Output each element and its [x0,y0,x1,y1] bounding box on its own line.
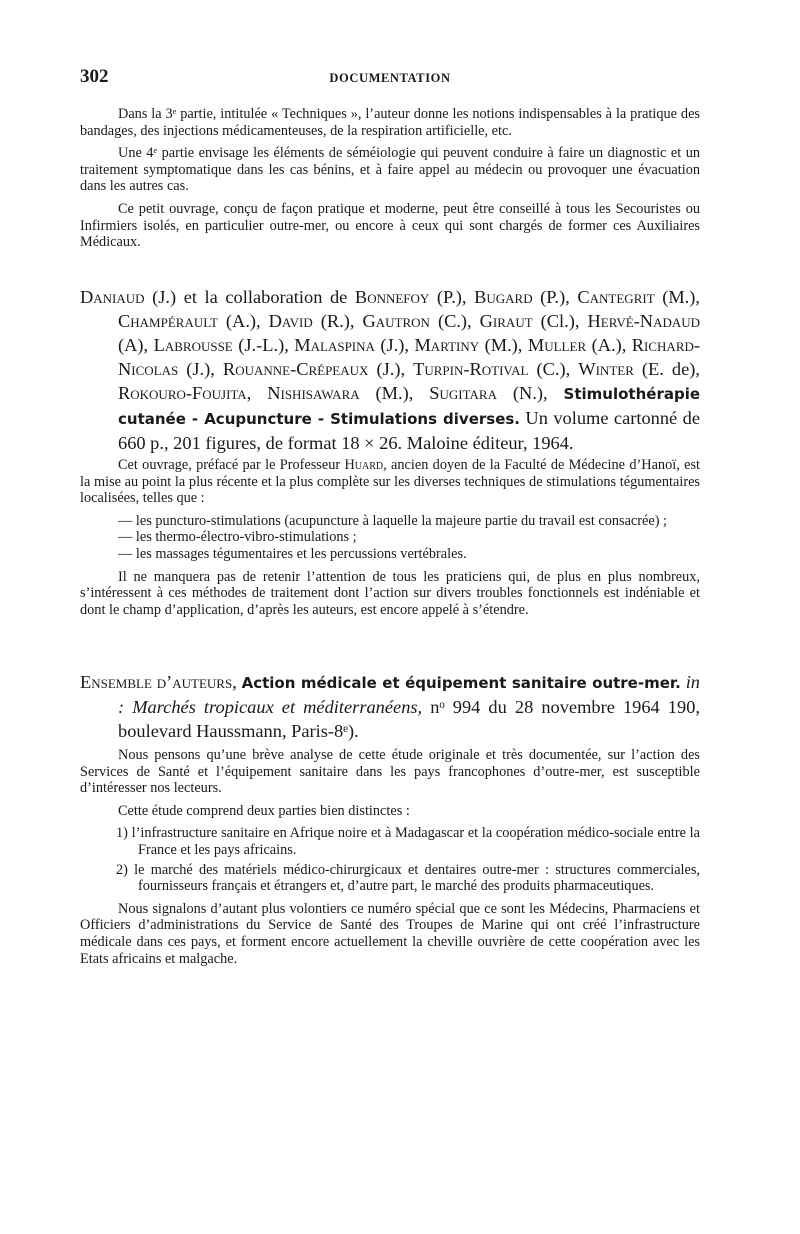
text: (C.), [429,311,480,331]
author-name: Malaspina [294,335,375,355]
book-title: Stimulothérapie cutanée - Acupuncture - Stimulations diverses. [118,385,701,428]
text: (A), [118,335,154,355]
text: (A.), [217,311,269,331]
author-name: Sugitara [429,383,497,403]
reference-citation [80,285,700,455]
author-name: David [268,311,313,331]
author-name: Giraut [479,311,533,331]
author-name: Rokouro-Foujita [118,383,247,403]
list-item: — les thermo-électro-vibro-stimulations ; [80,529,700,546]
page-number: 302 [80,66,109,87]
article-title: Action médicale et équipement sanitaire outre-mer. [241,674,681,692]
review-body-2 [80,747,700,973]
paragraph: Ce petit ouvrage, conçu de façon pratique et moderne, peut être conseillé à tous les Secouristes ou Infirmiers isolés, en particulier outre-mer, ou encore à ceux qui sont chargés de former ces Auxiliaires Médicaux. [80,200,700,251]
paragraph: Cette étude comprend deux parties bien distinctes : [118,802,410,819]
text: , ancien doyen de la Faculté de Médecine d’Hanoï, est la mise au point la plus récente et la plus complète sur les diverses techniques de stimulations tégumentaires localisées, telles que : [80,457,700,507]
author-name: Muller [527,335,587,355]
author-name: Richard-Nicolas [118,335,701,379]
author-name: Labrousse [153,335,233,355]
text: (M.), [479,335,528,355]
text: , [232,672,242,692]
text: (J.) et la collaboration de [144,287,355,307]
paragraph: Une 4ᵉ partie envisage les éléments de séméiologie qui peuvent conduire à faire un diagnostic et un traitement symptomatique dans les cas bénins, et à faire appel au médecin ou provoquer une évacuation dans les autres cas. [80,145,700,195]
list-item: — les puncturo-stimulations (acupuncture à laquelle la majeure partie du travail est consacrée) ; [80,513,700,530]
author-name: Martiny [414,335,480,355]
parts-list [80,825,700,894]
bibliographic-entry-2 [80,670,700,743]
text: (A.), [586,335,632,355]
review-body-1 [80,457,700,624]
publication-details: Un volume cartonné de 660 p., 201 figures, de format 18 × 26. Maloine éditeur, 1964. [118,408,700,453]
text: (J.), [368,359,414,379]
author-name: Winter [578,359,634,379]
text: (C.), [528,359,579,379]
text: (J.), [178,359,223,379]
text: (J.-L.), [232,335,295,355]
list-item: 1) l’infrastructure sanitaire en Afrique noire et à Madagascar et la coopération médico-sociale entre la France et les pays africains. [116,825,700,858]
paragraph: Il ne manquera pas de retenir l’attention de tous les praticiens qui, de plus en plus nombreux, s’intéressent à ces méthodes de traitement dont l’action sur divers troubles fonctionnels est indéniable et dont le champ d’application, d’après les auteurs, est encore appelé à s’étendre. [80,568,700,618]
page-header [80,66,700,90]
bibliographic-entry-1 [80,285,700,455]
reference-citation [80,670,700,743]
list-item: — les massages tégumentaires et les percussions vertébrales. [80,546,700,563]
text: Cet ouvrage, préfacé par le Professeur [118,457,345,473]
author-name: Gautron [362,311,430,331]
author-name: Nishisawara [267,383,360,403]
author-name: Hervé-Nadaud [587,311,701,331]
text: (P.), [532,287,578,307]
author-name: Daniaud [80,287,145,307]
author-name: Bugard [474,287,533,307]
text: , [246,383,268,403]
author-name: Champérault [118,311,218,331]
journal-name: in : Marchés tropicaux et méditerranéens, [118,672,700,717]
list-item: 2) le marché des matériels médico-chirurgicaux et dentaires outre-mer : structures commerciales, fournisseurs français et étrangers et, d’autre part, le marché des produits pharmaceutiques. [116,861,700,895]
author-name: Cantegrit [577,287,655,307]
text: (M.), [654,287,701,307]
text: (M.), [359,383,430,403]
author-name: Huard [344,457,384,473]
paragraph [80,457,700,507]
review-continuation [80,106,700,257]
text: (Cl.), [532,311,588,331]
author-name: Ensemble d’auteurs [80,672,233,692]
technique-list [80,513,700,563]
text: (E. de), [633,359,701,379]
text: (N.), [496,383,564,403]
text: (R.), [312,311,363,331]
author-name: Turpin-Rotival [413,359,529,379]
text: (J.), [374,335,415,355]
author-name: Bonnefoy [354,287,430,307]
author-name: Rouanne-Crépeaux [222,359,369,379]
paragraph: Dans la 3ᵉ partie, intitulée « Techniques », l’auteur donne les notions indispensables à la pratique des bandages, des injections médicamenteuses, de la respiration artificielle, etc. [80,106,700,139]
running-head: DOCUMENTATION [329,71,451,85]
text: (P.), [429,287,475,307]
paragraph: Nous signalons d’autant plus volontiers ce numéro spécial que ce sont les Médecins, Pharmaciens et Officiers d’administrations du Service de Santé des Troupes de Marine qui ont créé l’infrastructure médicale dans ces pays, et forment encore actuellement la cheville ouvrière de cette coopération avec les Etats africains et malgache. [80,900,700,967]
paragraph: Nous pensons qu’une brève analyse de cette étude originale et très documentée, sur l’action des Services de Santé et l’équipement sanitaire dans les pays francophones d’outre-mer, est susceptible d’intéresser nos lecteurs. [80,747,700,797]
publication-details: nᵒ 994 du 28 novembre 1964 190, boulevard Haussmann, Paris-8ᵉ). [118,697,700,741]
